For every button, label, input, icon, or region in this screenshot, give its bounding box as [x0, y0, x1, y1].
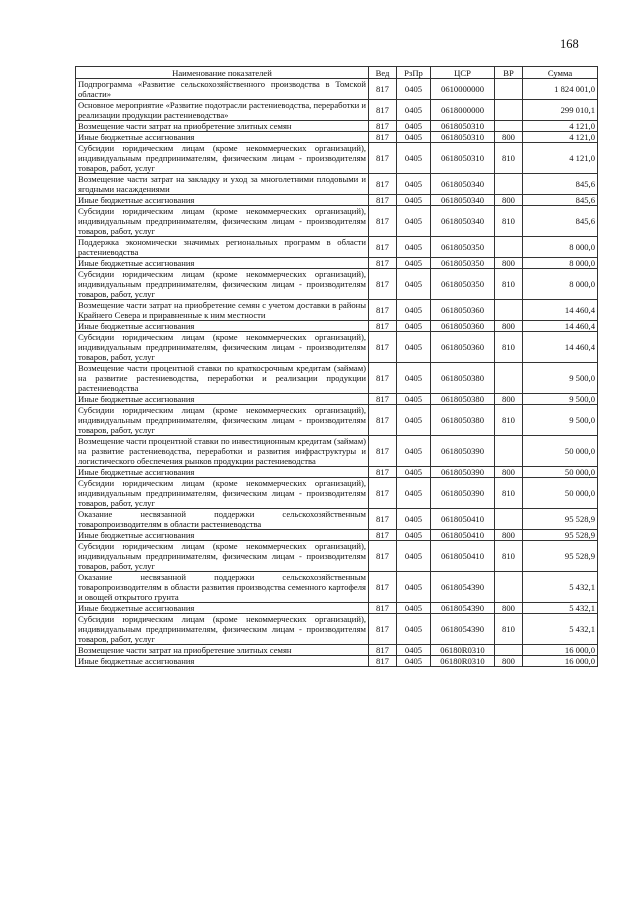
cell-rzpr: 0405 [397, 332, 431, 363]
table-row [76, 467, 598, 478]
cell-rzpr: 0405 [397, 405, 431, 436]
cell-sum: 9 500,0 [523, 363, 598, 394]
header-name: Наименование показателей [76, 67, 369, 79]
cell-name: Субсидии юридическим лицам (кроме некоммерческих организаций), индивидуальным предпринимателям, физическим лицам - производителям товаров, работ, услуг [76, 541, 369, 572]
cell-name: Субсидии юридическим лицам (кроме некоммерческих организаций), индивидуальным предпринимателям, физическим лицам - производителям товаров, работ, услуг [76, 478, 369, 509]
cell-vr [495, 509, 523, 530]
cell-ved: 817 [369, 541, 397, 572]
cell-rzpr: 0405 [397, 237, 431, 258]
table-row [76, 132, 598, 143]
cell-name: Субсидии юридическим лицам (кроме некоммерческих организаций), индивидуальным предпринимателям, физическим лицам - производителям товаров, работ, услуг [76, 143, 369, 174]
table-row [76, 541, 598, 572]
table-row [76, 603, 598, 614]
cell-ved: 817 [369, 332, 397, 363]
cell-csr: 0618054390 [431, 572, 495, 603]
cell-name: Иные бюджетные ассигнования [76, 467, 369, 478]
cell-sum: 845,6 [523, 174, 598, 195]
cell-vr: 800 [495, 321, 523, 332]
cell-ved: 817 [369, 143, 397, 174]
cell-sum: 5 432,1 [523, 614, 598, 645]
cell-ved: 817 [369, 436, 397, 467]
cell-ved: 817 [369, 394, 397, 405]
table-row [76, 321, 598, 332]
cell-vr: 810 [495, 478, 523, 509]
cell-name: Возмещение части процентной ставки по инвестиционным кредитам (займам) на развитие растениеводства, переработки и развития инфраструктуры и логистического обеспечения рынков продукции растениеводства [76, 436, 369, 467]
cell-csr: 0618050340 [431, 174, 495, 195]
cell-rzpr: 0405 [397, 530, 431, 541]
table-row [76, 100, 598, 121]
cell-csr: 0618050360 [431, 300, 495, 321]
cell-name: Подпрограмма «Развитие сельскохозяйственного производства в Томской области» [76, 79, 369, 100]
cell-name: Оказание несвязанной поддержки сельскохозяйственным товаропроизводителям в области растениеводства [76, 509, 369, 530]
table-row [76, 206, 598, 237]
table-row [76, 258, 598, 269]
cell-name: Оказание несвязанной поддержки сельскохозяйственным товаропроизводителям в области развития производства семенного картофеля и овощей открытого грунта [76, 572, 369, 603]
cell-name: Субсидии юридическим лицам (кроме некоммерческих организаций), индивидуальным предпринимателям, физическим лицам - производителям товаров, работ, услуг [76, 614, 369, 645]
cell-rzpr: 0405 [397, 603, 431, 614]
cell-sum: 14 460,4 [523, 321, 598, 332]
table-row [76, 363, 598, 394]
cell-sum: 5 432,1 [523, 572, 598, 603]
cell-name: Возмещение части затрат на закладку и уход за многолетними плодовыми и ягодными насаждениями [76, 174, 369, 195]
cell-rzpr: 0405 [397, 645, 431, 656]
cell-vr [495, 300, 523, 321]
header-vr: ВР [495, 67, 523, 79]
table-row [76, 572, 598, 603]
header-ved: Вед [369, 67, 397, 79]
cell-vr: 800 [495, 195, 523, 206]
cell-rzpr: 0405 [397, 436, 431, 467]
table-row [76, 121, 598, 132]
cell-ved: 817 [369, 405, 397, 436]
cell-sum: 16 000,0 [523, 645, 598, 656]
cell-vr [495, 363, 523, 394]
cell-rzpr: 0405 [397, 572, 431, 603]
cell-csr: 0618050350 [431, 269, 495, 300]
cell-rzpr: 0405 [397, 656, 431, 667]
header-rzpr: РзПр [397, 67, 431, 79]
table-header-row [76, 67, 598, 79]
table-row [76, 405, 598, 436]
cell-vr: 800 [495, 467, 523, 478]
cell-name: Иные бюджетные ассигнования [76, 603, 369, 614]
cell-ved: 817 [369, 79, 397, 100]
cell-rzpr: 0405 [397, 467, 431, 478]
cell-ved: 817 [369, 645, 397, 656]
cell-vr [495, 121, 523, 132]
cell-name: Возмещение части затрат на приобретение элитных семян [76, 121, 369, 132]
cell-ved: 817 [369, 121, 397, 132]
cell-vr [495, 436, 523, 467]
cell-rzpr: 0405 [397, 541, 431, 572]
cell-csr: 06180R0310 [431, 656, 495, 667]
cell-name: Возмещение части затрат на приобретение элитных семян [76, 645, 369, 656]
cell-vr: 810 [495, 405, 523, 436]
table-body [76, 79, 598, 667]
cell-sum: 14 460,4 [523, 332, 598, 363]
cell-csr: 0618050390 [431, 478, 495, 509]
cell-sum: 8 000,0 [523, 237, 598, 258]
cell-csr: 0618050350 [431, 258, 495, 269]
cell-sum: 95 528,9 [523, 541, 598, 572]
cell-sum: 95 528,9 [523, 530, 598, 541]
cell-vr: 800 [495, 394, 523, 405]
cell-ved: 817 [369, 269, 397, 300]
cell-vr: 810 [495, 206, 523, 237]
cell-ved: 817 [369, 603, 397, 614]
cell-rzpr: 0405 [397, 195, 431, 206]
cell-vr: 810 [495, 143, 523, 174]
cell-rzpr: 0405 [397, 121, 431, 132]
cell-name: Иные бюджетные ассигнования [76, 258, 369, 269]
cell-vr [495, 237, 523, 258]
cell-ved: 817 [369, 258, 397, 269]
cell-vr: 810 [495, 269, 523, 300]
cell-name: Основное мероприятие «Развитие подотрасли растениеводства, переработки и реализации продукции растениеводства» [76, 100, 369, 121]
table-row [76, 656, 598, 667]
cell-vr: 800 [495, 132, 523, 143]
cell-ved: 817 [369, 206, 397, 237]
table-row [76, 509, 598, 530]
cell-vr [495, 572, 523, 603]
table-row [76, 195, 598, 206]
page-number: 168 [560, 37, 579, 51]
cell-ved: 817 [369, 174, 397, 195]
cell-ved: 817 [369, 363, 397, 394]
cell-sum: 4 121,0 [523, 143, 598, 174]
table-row [76, 645, 598, 656]
cell-vr: 800 [495, 258, 523, 269]
cell-rzpr: 0405 [397, 269, 431, 300]
cell-csr: 0618050410 [431, 509, 495, 530]
cell-ved: 817 [369, 572, 397, 603]
cell-sum: 9 500,0 [523, 405, 598, 436]
cell-ved: 817 [369, 300, 397, 321]
cell-csr: 0618050310 [431, 132, 495, 143]
cell-csr: 0618050310 [431, 121, 495, 132]
cell-rzpr: 0405 [397, 614, 431, 645]
cell-name: Иные бюджетные ассигнования [76, 321, 369, 332]
table-row [76, 143, 598, 174]
cell-csr: 0618054390 [431, 603, 495, 614]
cell-vr: 800 [495, 530, 523, 541]
cell-vr [495, 79, 523, 100]
cell-rzpr: 0405 [397, 509, 431, 530]
cell-rzpr: 0405 [397, 206, 431, 237]
cell-rzpr: 0405 [397, 321, 431, 332]
cell-csr: 0618054390 [431, 614, 495, 645]
cell-sum: 299 010,1 [523, 100, 598, 121]
cell-vr [495, 174, 523, 195]
table-row [76, 332, 598, 363]
cell-csr: 0618050390 [431, 436, 495, 467]
cell-rzpr: 0405 [397, 258, 431, 269]
cell-csr: 0618050410 [431, 541, 495, 572]
cell-csr: 0618050340 [431, 206, 495, 237]
cell-ved: 817 [369, 100, 397, 121]
table-row [76, 237, 598, 258]
cell-sum: 95 528,9 [523, 509, 598, 530]
budget-table [75, 66, 598, 667]
table-row [76, 614, 598, 645]
header-csr: ЦСР [431, 67, 495, 79]
cell-rzpr: 0405 [397, 132, 431, 143]
cell-sum: 845,6 [523, 206, 598, 237]
cell-rzpr: 0405 [397, 478, 431, 509]
cell-vr: 810 [495, 332, 523, 363]
cell-name: Иные бюджетные ассигнования [76, 394, 369, 405]
cell-csr: 0618050360 [431, 321, 495, 332]
cell-rzpr: 0405 [397, 100, 431, 121]
table-row [76, 530, 598, 541]
cell-rzpr: 0405 [397, 143, 431, 174]
cell-csr: 0618050350 [431, 237, 495, 258]
cell-ved: 817 [369, 132, 397, 143]
table-row [76, 436, 598, 467]
cell-csr: 0618050390 [431, 467, 495, 478]
cell-ved: 817 [369, 467, 397, 478]
cell-vr [495, 645, 523, 656]
cell-ved: 817 [369, 478, 397, 509]
cell-csr: 0618050310 [431, 143, 495, 174]
cell-sum: 5 432,1 [523, 603, 598, 614]
cell-ved: 817 [369, 195, 397, 206]
cell-sum: 14 460,4 [523, 300, 598, 321]
cell-csr: 0618050360 [431, 332, 495, 363]
cell-vr: 810 [495, 614, 523, 645]
cell-name: Возмещение части процентной ставки по краткосрочным кредитам (займам) на развитие растениеводства, переработки и реализации продукции растениеводства [76, 363, 369, 394]
cell-rzpr: 0405 [397, 79, 431, 100]
cell-csr: 0618050380 [431, 363, 495, 394]
cell-sum: 845,6 [523, 195, 598, 206]
cell-name: Иные бюджетные ассигнования [76, 132, 369, 143]
table-row [76, 394, 598, 405]
cell-sum: 1 824 001,0 [523, 79, 598, 100]
cell-csr: 0618050340 [431, 195, 495, 206]
cell-ved: 817 [369, 509, 397, 530]
cell-sum: 50 000,0 [523, 478, 598, 509]
cell-sum: 8 000,0 [523, 258, 598, 269]
cell-name: Субсидии юридическим лицам (кроме некоммерческих организаций), индивидуальным предпринимателям, физическим лицам - производителям товаров, работ, услуг [76, 206, 369, 237]
table-row [76, 300, 598, 321]
cell-name: Поддержка экономически значимых региональных программ в области растениеводства [76, 237, 369, 258]
cell-csr: 0618050380 [431, 405, 495, 436]
cell-csr: 0618050380 [431, 394, 495, 405]
cell-name: Субсидии юридическим лицам (кроме некоммерческих организаций), индивидуальным предпринимателям, физическим лицам - производителям товаров, работ, услуг [76, 269, 369, 300]
table-row [76, 478, 598, 509]
cell-sum: 50 000,0 [523, 436, 598, 467]
cell-name: Иные бюджетные ассигнования [76, 656, 369, 667]
table-row [76, 79, 598, 100]
cell-csr: 0618050410 [431, 530, 495, 541]
cell-rzpr: 0405 [397, 363, 431, 394]
cell-ved: 817 [369, 656, 397, 667]
cell-rzpr: 0405 [397, 394, 431, 405]
cell-vr [495, 100, 523, 121]
cell-rzpr: 0405 [397, 300, 431, 321]
cell-vr: 800 [495, 603, 523, 614]
cell-sum: 50 000,0 [523, 467, 598, 478]
cell-vr: 810 [495, 541, 523, 572]
cell-name: Иные бюджетные ассигнования [76, 195, 369, 206]
cell-sum: 4 121,0 [523, 121, 598, 132]
cell-ved: 817 [369, 614, 397, 645]
cell-sum: 4 121,0 [523, 132, 598, 143]
cell-csr: 0610000000 [431, 79, 495, 100]
cell-ved: 817 [369, 530, 397, 541]
cell-ved: 817 [369, 321, 397, 332]
cell-rzpr: 0405 [397, 174, 431, 195]
table-row [76, 269, 598, 300]
cell-vr: 800 [495, 656, 523, 667]
cell-csr: 06180R0310 [431, 645, 495, 656]
cell-name: Иные бюджетные ассигнования [76, 530, 369, 541]
cell-sum: 9 500,0 [523, 394, 598, 405]
cell-csr: 0618000000 [431, 100, 495, 121]
header-sum: Сумма [523, 67, 598, 79]
cell-sum: 16 000,0 [523, 656, 598, 667]
cell-ved: 817 [369, 237, 397, 258]
cell-name: Субсидии юридическим лицам (кроме некоммерческих организаций), индивидуальным предпринимателям, физическим лицам - производителям товаров, работ, услуг [76, 332, 369, 363]
table-row [76, 174, 598, 195]
cell-name: Возмещение части затрат на приобретение семян с учетом доставки в районы Крайнего Севера и приравненные к ним местности [76, 300, 369, 321]
cell-name: Субсидии юридическим лицам (кроме некоммерческих организаций), индивидуальным предпринимателям, физическим лицам - производителям товаров, работ, услуг [76, 405, 369, 436]
cell-sum: 8 000,0 [523, 269, 598, 300]
